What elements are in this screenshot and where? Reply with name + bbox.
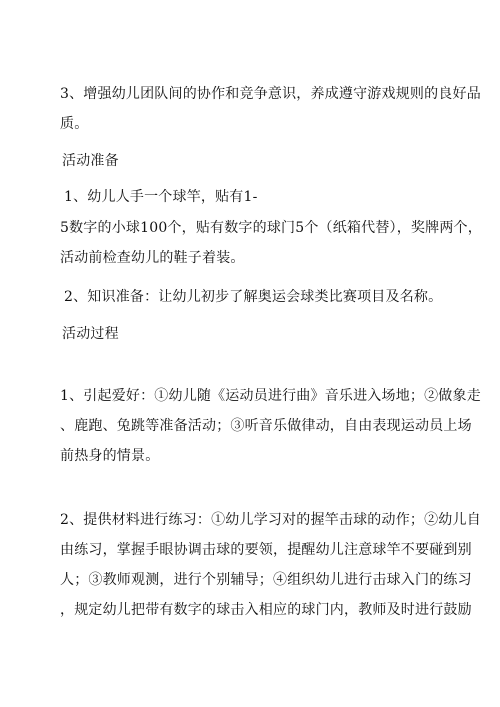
preparation-item-1-line-3: 活动前检查幼儿的鞋子着装。 — [60, 250, 245, 266]
preparation-item-1-line-1: 1、幼儿人手一个球竿，贴有1- — [64, 189, 258, 205]
section-heading-preparation: 活动准备 — [62, 153, 119, 169]
process-step-2-line-3: 人；③教师观测，进行个别辅导；④组织幼儿进行击球入门的练习 — [60, 572, 472, 588]
section-heading-process: 活动过程 — [62, 326, 119, 342]
process-step-2-line-4: ，规定幼儿把带有数字的球击入相应的球门内，教师及时进行鼓励 — [60, 602, 472, 618]
paragraph-goal-3-line-1: 3、增强幼儿团队间的协作和竞争意识，养成遵守游戏规则的良好品 — [60, 86, 481, 102]
process-step-1-line-2: 、鹿跑、兔跳等准备活动；③听音乐做律动，自由表现运动员上场 — [60, 418, 472, 434]
paragraph-goal-3-line-2: 质。 — [60, 116, 89, 132]
process-step-1-line-3: 前热身的情景。 — [60, 448, 160, 464]
preparation-item-2: 2、知识准备：让幼儿初步了解奥运会球类比赛项目及名称。 — [64, 289, 443, 305]
process-step-1-line-1: 1、引起爱好：①幼儿随《运动员进行曲》音乐进入场地；②做象走 — [60, 388, 481, 404]
process-step-2-line-1: 2、提供材料进行练习：①幼儿学习对的握竿击球的动作；②幼儿自 — [60, 512, 481, 528]
preparation-item-1-line-2: 5数字的小球100个，贴有数字的球门5个（纸箱代替），奖牌两个， — [60, 220, 482, 236]
process-step-2-line-2: 由练习，掌握手眼协调击球的要领，提醒幼儿注意球竿不要碰到别 — [60, 542, 472, 558]
